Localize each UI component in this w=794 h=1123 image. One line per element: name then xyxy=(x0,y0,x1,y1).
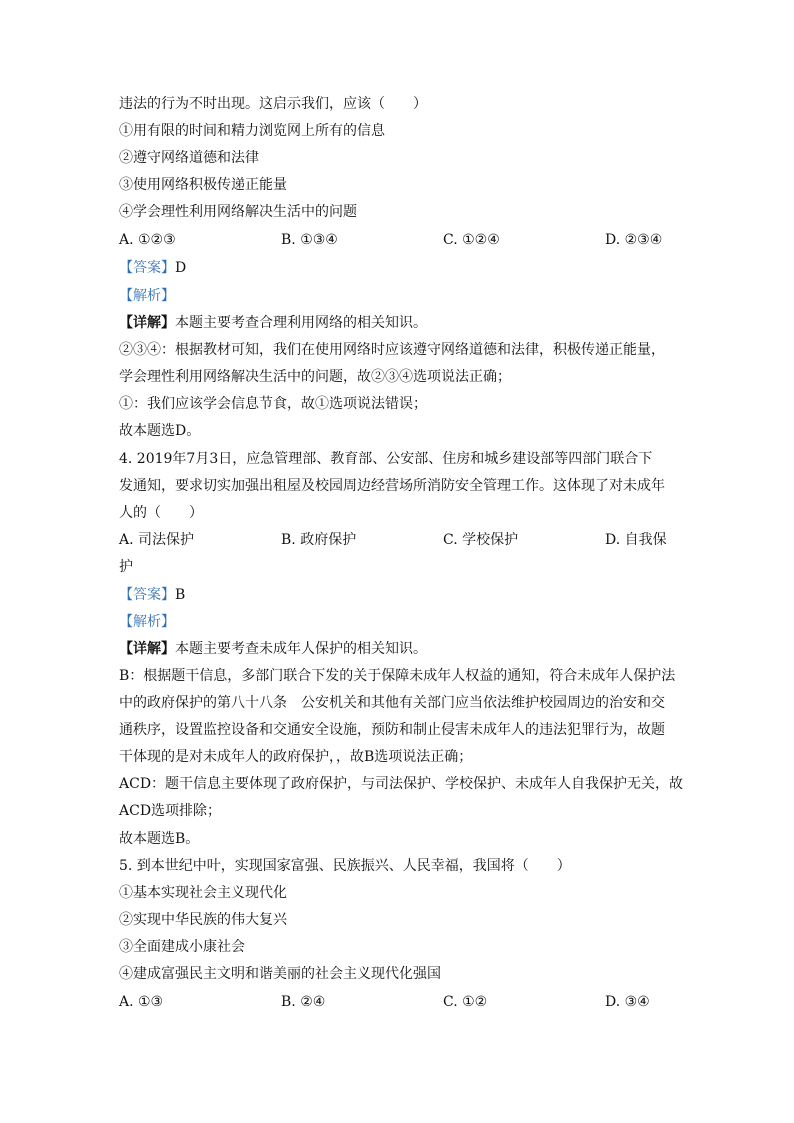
q5-stem: 5. 到本世纪中叶，实现国家富强、民族振兴、人民幸福，我国将（ ） xyxy=(119,858,571,874)
q3-option-b: B. ①③④ xyxy=(281,232,338,248)
q4-option-c: C. 学校保护 xyxy=(443,532,519,548)
q3-explanation-3: ①：我们应该学会信息节食，故①选项说法错误； xyxy=(119,396,427,412)
q4-answer-value: B xyxy=(175,587,186,603)
q3-explanation-4: 故本题选D。 xyxy=(119,423,201,439)
q3-detail xyxy=(119,313,427,333)
q4-option-a: A. 司法保护 xyxy=(119,532,195,548)
q4-explanation-1: B：根据题干信息，多部门联合下发的关于保障未成年人权益的通知，符合未成年人保护法 xyxy=(119,668,676,684)
q4-answer xyxy=(119,585,185,605)
q4-detail-text: 本题主要考查未成年人保护的相关知识。 xyxy=(175,641,427,657)
q5-item-2: ②实现中华民族的伟大复兴 xyxy=(119,912,287,928)
q3-detail-tag: 【详解】 xyxy=(119,315,175,331)
q3-item-2: ②遵守网络道德和法律 xyxy=(119,150,259,166)
q4-explanation-4: 干体现的是对未成年人的政府保护，，故B选项说法正确； xyxy=(119,749,473,765)
q4-stem-2: 发通知，要求切实加强出租屋及校园周边经营场所消防安全管理工作。这体现了对未成年 xyxy=(119,478,665,494)
q4-explanation-7: 故本题选B。 xyxy=(119,831,200,847)
q3-explanation-1: ②③④：根据教材可知，我们在使用网络时应该遵守网络道德和法律，积极传递正能量， xyxy=(119,342,665,358)
q3-answer-tag: 【答案】 xyxy=(119,260,175,276)
q5-option-d: D. ③④ xyxy=(605,994,650,1010)
q4-stem-3: 人的（ ） xyxy=(119,505,203,521)
q4-option-b: B. 政府保护 xyxy=(281,532,357,548)
q3-options xyxy=(119,230,679,250)
q3-answer xyxy=(119,258,186,278)
q3-detail-text: 本题主要考查合理利用网络的相关知识。 xyxy=(175,315,427,331)
q5-item-3: ③全面建成小康社会 xyxy=(119,939,245,955)
q3-item-4: ④学会理性利用网络解决生活中的问题 xyxy=(119,204,357,220)
q3-item-3: ③使用网络积极传递正能量 xyxy=(119,177,287,193)
q4-options xyxy=(119,530,679,550)
q3-explanation-2: 学会理性利用网络解决生活中的问题，故②③④选项说法正确； xyxy=(119,369,511,385)
q4-explanation-3: 通秩序，设置监控设备和交通安全设施，预防和制止侵害未成年人的违法犯罪行为，故题 xyxy=(119,722,665,738)
q3-option-a: A. ①②③ xyxy=(119,232,176,248)
q5-option-c: C. ①② xyxy=(443,994,488,1010)
q3-analysis-tag: 【解析】 xyxy=(119,288,175,304)
q3-option-d: D. ②③④ xyxy=(605,232,663,248)
q5-options xyxy=(119,992,679,1012)
q4-explanation-2: 中的政府保护的第八十八条 公安机关和其他有关部门应当依法维护校园周边的治安和交 xyxy=(119,695,665,711)
q4-stem-1: 4. 2019年7月3日，应急管理部、教育部、公安部、住房和城乡建设部等四部门联合下 xyxy=(119,451,653,467)
q3-answer-value: D xyxy=(175,260,187,276)
q4-detail xyxy=(119,639,427,659)
q3-item-1: ①用有限的时间和精力浏览网上所有的信息 xyxy=(119,123,385,139)
q4-analysis-tag: 【解析】 xyxy=(119,614,175,630)
q4-detail-tag: 【详解】 xyxy=(119,641,175,657)
q4-explanation-5: ACD：题干信息主要体现了政府保护，与司法保护、学校保护、未成年人自我保护无关，故 xyxy=(119,776,684,792)
q3-option-c: C. ①②④ xyxy=(443,232,500,248)
q4-explanation-6: ACD选项排除； xyxy=(119,803,222,819)
q5-item-1: ①基本实现社会主义现代化 xyxy=(119,885,287,901)
q4-answer-tag: 【答案】 xyxy=(119,587,175,603)
q3-stem-tail: 违法的行为不时出现。这启示我们，应该（ ） xyxy=(119,96,427,112)
q4-option-wrap: 护 xyxy=(119,559,133,575)
q4-option-d: D. 自我保 xyxy=(605,532,667,548)
q5-item-4: ④建成富强民主文明和谐美丽的社会主义现代化强国 xyxy=(119,966,441,982)
q5-option-b: B. ②④ xyxy=(281,994,326,1010)
q5-option-a: A. ①③ xyxy=(119,994,164,1010)
